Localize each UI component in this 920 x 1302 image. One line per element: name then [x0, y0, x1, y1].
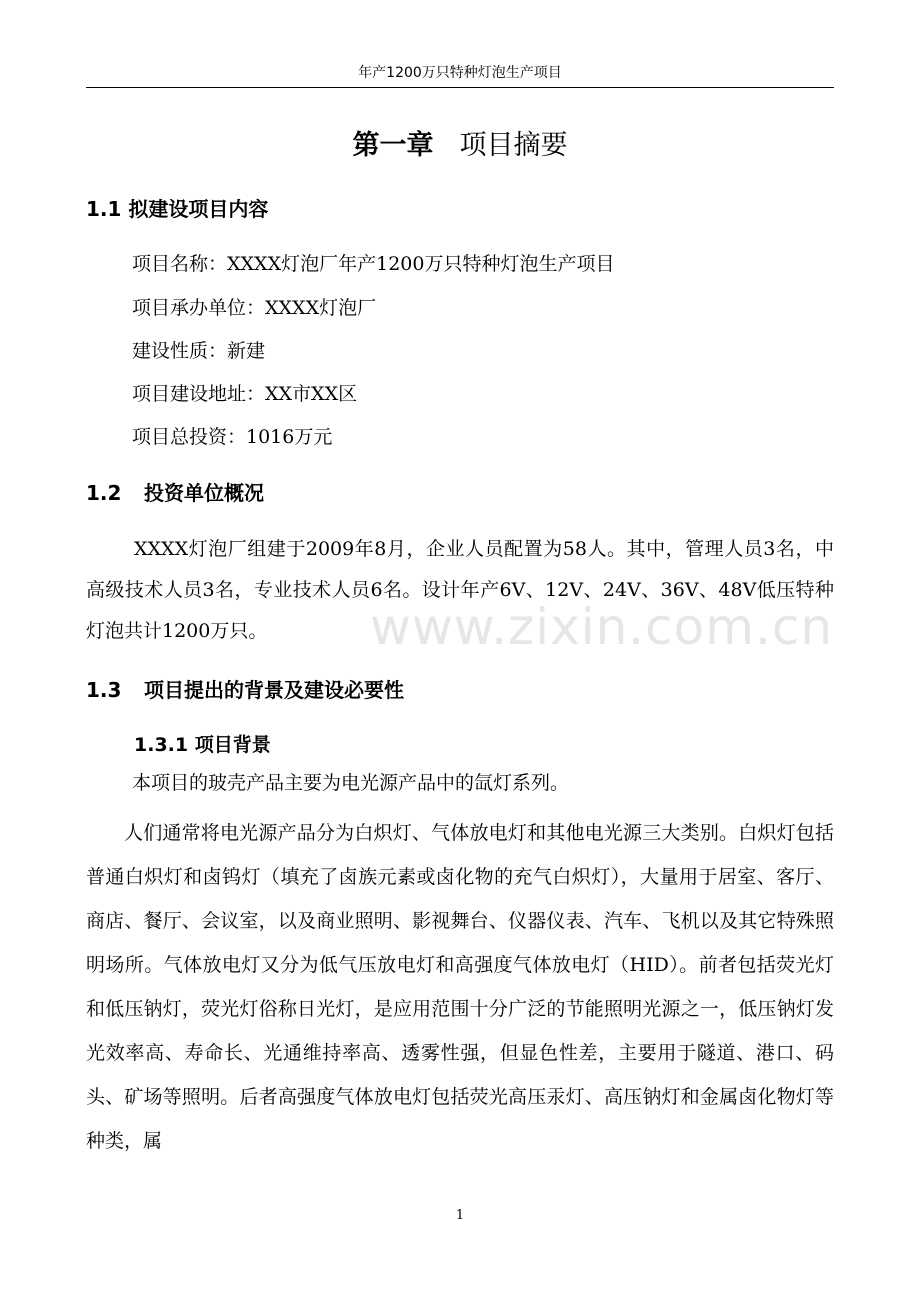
background-intro-line: 本项目的玻壳产品主要为电光源产品中的氙灯系列。: [132, 772, 570, 794]
section-1-2-title: 投资单位概况: [144, 481, 264, 505]
section-1-2-number: 1.2: [86, 481, 122, 505]
watermark: www.zixin.com.cn: [370, 598, 834, 656]
section-1-3-title: 项目提出的背景及建设必要性: [144, 678, 404, 702]
investor-overview-paragraph: XXXX灯泡厂组建于2009年8月，企业人员配置为58人。其中，管理人员3名，中高级技术人员3名，专业技术人员6名。设计年产6V、12V、24V、36V、48V低压特种灯泡共计1200万只。: [86, 538, 834, 642]
section-1-2-heading: [86, 477, 264, 509]
background-paragraph: 人们通常将电光源产品分为白炽灯、气体放电灯和其他电光源三大类别。白炽灯包括普通白炽灯和卤钨灯（填充了卤族元素或卤化物的充气白炽灯），大量用于居室、客厅、商店、餐厅、会议室，以及商业照明、影视舞台、仪器仪表、汽车、飞机以及其它特殊照明场所。气体放电灯又分为低气压放电灯和高强度气体放电灯（HID）。前者包括荧光灯和低压钠灯，荧光灯俗称日光灯，是应用范围十分广泛的节能照明光源之一，低压钠灯发光效率高、寿命长、光通维持率高、透雾性强，但显色性差，主要用于隧道、港口、码头、矿场等照明。后者高强度气体放电灯包括荧光高压汞灯、高压钠灯和金属卤化物灯等种类，属: [86, 822, 834, 1152]
section-1-3-heading: [86, 674, 404, 706]
total-investment-line: 项目总投资：1016万元: [132, 426, 333, 448]
chapter-title: [86, 126, 834, 166]
subsection-1-3-1-heading: 1.3.1 项目背景: [134, 734, 271, 756]
section-1-3-number: 1.3: [86, 678, 122, 702]
construction-type-line: 建设性质：新建: [132, 340, 266, 362]
project-location-line: 项目建设地址：XX市XX区: [132, 383, 358, 405]
chapter-name: 项目摘要: [459, 130, 568, 161]
chapter-number: 第一章: [352, 130, 434, 161]
section-1-1-heading: 1.1 拟建设项目内容: [86, 197, 269, 221]
running-header: 年产1200万只特种灯泡生产项目: [86, 62, 834, 88]
project-owner-line: 项目承办单位：XXXX灯泡厂: [132, 297, 377, 319]
page-number: 1: [455, 1208, 465, 1223]
project-name-line: 项目名称：XXXX灯泡厂年产1200万只特种灯泡生产项目: [132, 253, 615, 275]
